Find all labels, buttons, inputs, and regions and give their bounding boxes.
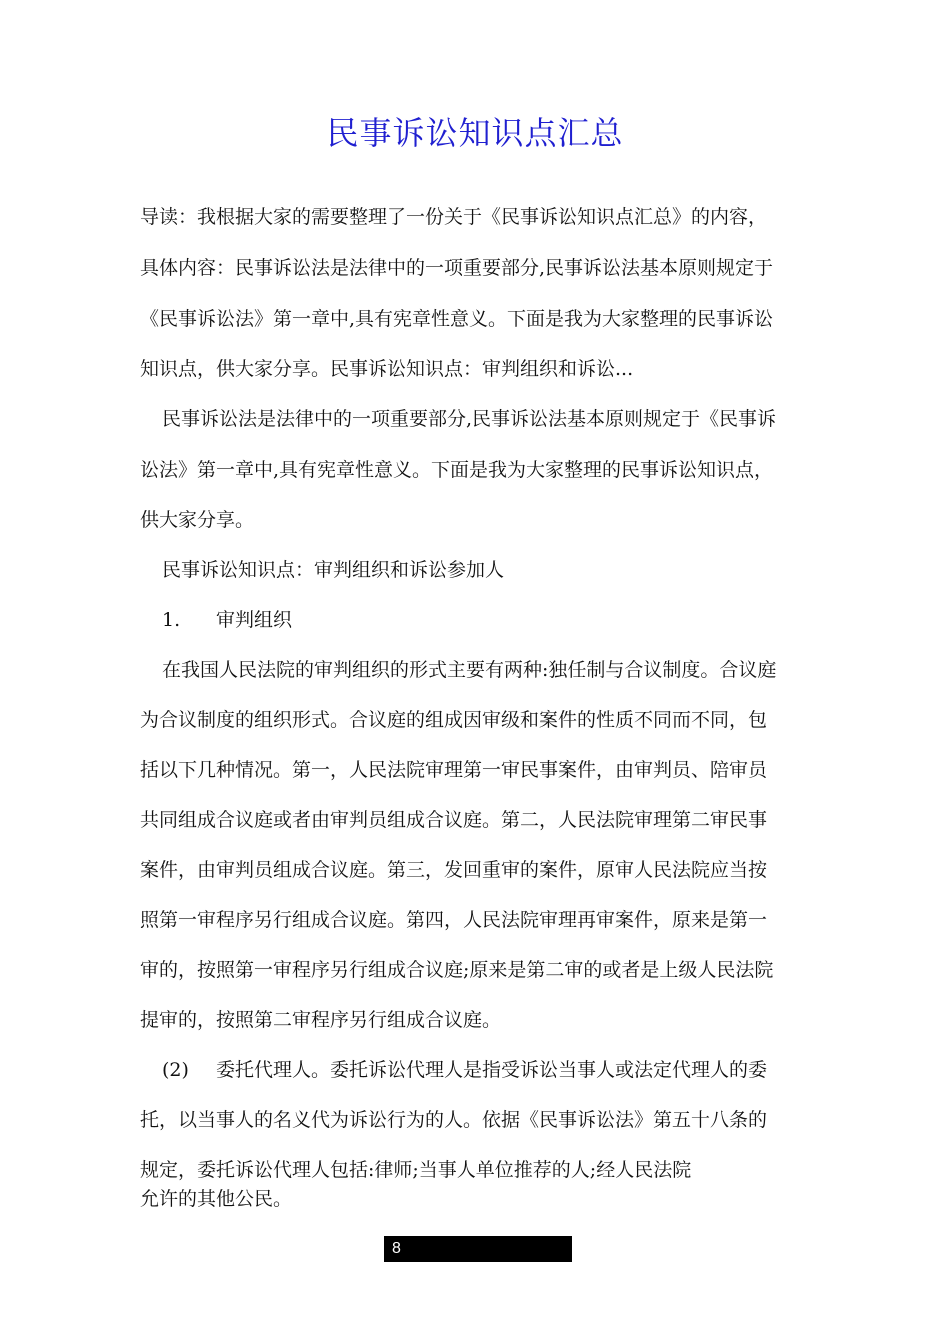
list-item-label: 审判组织 — [216, 609, 293, 631]
paragraph-line: 允许的其他公民。 — [140, 1188, 293, 1210]
paragraph-line: 提审的，按照第二审程序另行组成合议庭。 — [140, 1009, 502, 1031]
paragraph-line: 民事诉讼法是法律中的一项重要部分,民事诉讼法基本原则规定于《民事诉 — [162, 408, 777, 430]
paragraph-line: 案件，由审判员组成合议庭。第三，发回重审的案件，原审人民法院应当按 — [140, 859, 768, 881]
paragraph-line: 为合议制度的组织形式。合议庭的组成因审级和案件的性质不同而不同，包 — [140, 709, 768, 731]
intro-line: 具体内容：民事诉讼法是法律中的一项重要部分,民事诉讼法基本原则规定于 — [140, 257, 774, 279]
paragraph-line: 照第一审程序另行组成合议庭。第四，人民法院审理再审案件，原来是第一 — [140, 909, 768, 931]
intro-line: 《民事诉讼法》第一章中,具有宪章性意义。下面是我为大家整理的民事诉讼 — [140, 308, 774, 330]
list-item-number: (2) — [162, 1059, 189, 1081]
list-item-text: 委托代理人。委托诉讼代理人是指受诉讼当事人或法定代理人的委 — [216, 1059, 768, 1081]
page-number: 8 — [392, 1240, 401, 1257]
paragraph-line: 括以下几种情况。第一，人民法院审理第一审民事案件，由审判员、陪审员 — [140, 759, 768, 781]
paragraph-line: 供大家分享。 — [140, 509, 255, 531]
section-heading: 民事诉讼知识点：审判组织和诉讼参加人 — [162, 559, 505, 581]
paragraph-line: 规定，委托诉讼代理人包括:律师;当事人单位推荐的人;经人民法院 — [140, 1159, 692, 1181]
paragraph-line: 共同组成合议庭或者由审判员组成合议庭。第二，人民法院审理第二审民事 — [140, 809, 768, 831]
paragraph-line: 审的，按照第一审程序另行组成合议庭;原来是第二审的或者是上级人民法院 — [140, 959, 774, 981]
intro-line: 导读：我根据大家的需要整理了一份关于《民事诉讼知识点汇总》的内容， — [140, 206, 768, 228]
paragraph-line: 讼法》第一章中,具有宪章性意义。下面是我为大家整理的民事诉讼知识点， — [140, 459, 774, 481]
page-number-badge — [384, 1236, 572, 1262]
document-title: 民事诉讼知识点汇总 — [326, 114, 624, 152]
paragraph-line: 在我国人民法院的审判组织的形式主要有两种:独任制与合议制度。合议庭 — [162, 659, 777, 681]
intro-line: 知识点，供大家分享。民事诉讼知识点：审判组织和诉讼... — [140, 358, 634, 380]
paragraph-line: 托，以当事人的名义代为诉讼行为的人。依据《民事诉讼法》第五十八条的 — [140, 1109, 768, 1131]
list-item-number: 1. — [162, 609, 181, 631]
